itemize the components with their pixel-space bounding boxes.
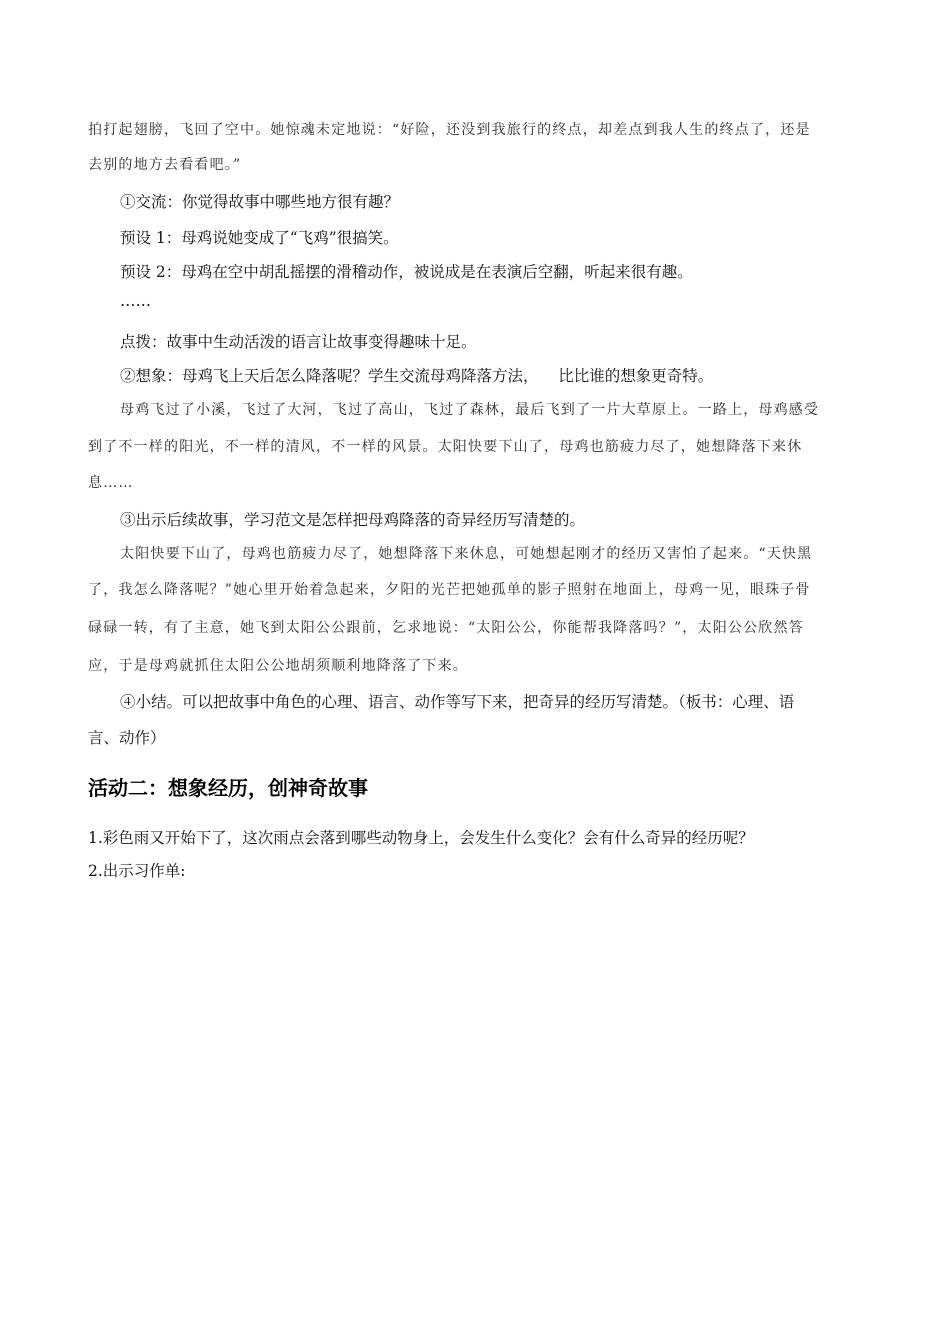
guidance: 点拨：故事中生动活泼的语言让故事变得趣味十足。 [120,333,477,351]
summary-line-2: 言、动作） [88,729,166,747]
activity-two-item-1: 1.彩色雨又开始下了，这次雨点会落到哪些动物身上，会发生什么变化？会有什么奇异的经历呢？ [88,829,754,847]
sequel-prompt: ③出示后续故事，学习范文是怎样把母鸡降落的奇异经历写清楚的。 [120,511,586,529]
story-intro-line-1: 拍打起翅膀，飞回了空中。她惊魂未定地说：“好险，还没到我旅行的终点，却差点到我人生的终点了，还是 [88,122,811,138]
summary-line-1: ④小结。可以把故事中角色的心理、语言、动作等写下来，把奇异的经历写清楚。（板书：心理、语 [120,693,795,711]
sequel-story-line-1: 太阳快要下山了，母鸡也筋疲力尽了，她想降落下来休息，可她想起刚才的经历又害怕了起来。“天快黑 [120,546,813,562]
preset-2: 预设 2：母鸡在空中胡乱摇摆的滑稽动作，被说成是在表演后空翻，听起来很有趣。 [120,263,693,281]
imagine-story-line-1: 母鸡飞过了小溪，飞过了大河，飞过了高山，飞过了森林，最后飞到了一片大草原上。一路上，母鸡感受 [120,402,820,418]
sequel-story-line-2: 了，我怎么降落呢？”她心里开始着急起来，夕阳的光芒把她孤单的影子照射在地面上，母鸡一见，眼珠子骨 [88,582,811,598]
imagine-story-line-2: 到了不一样的阳光，不一样的清风，不一样的风景。太阳快要下山了，母鸡也筋疲力尽了，她想降落下来休 [88,439,803,455]
activity-two-heading: 活动二：想象经历，创神奇故事 [88,776,368,800]
activity-two-item-2: 2.出示习作单: [88,862,186,880]
imagine-story-line-3: 息…… [88,475,134,491]
preset-1: 预设 1：母鸡说她变成了“飞鸡”很搞笑。 [120,229,399,247]
imagine-prompt: ②想象：母鸡飞上天后怎么降落呢？学生交流母鸡降落方法， 比比谁的想象更奇特。 [120,367,714,385]
ellipsis: …… [120,292,151,310]
exchange-prompt: ①交流：你觉得故事中哪些地方很有趣？ [120,193,400,211]
sequel-story-line-3: 碌碌一转，有了主意，她飞到太阳公公跟前，乞求地说：“太阳公公，你能帮我降落吗？”，太阳公公欣然答 [88,620,804,636]
sequel-story-line-4: 应，于是母鸡就抓住太阳公公地胡须顺利地降落了下来。 [88,658,468,674]
story-intro-line-2: 去别的地方去看看吧。” [88,157,242,173]
